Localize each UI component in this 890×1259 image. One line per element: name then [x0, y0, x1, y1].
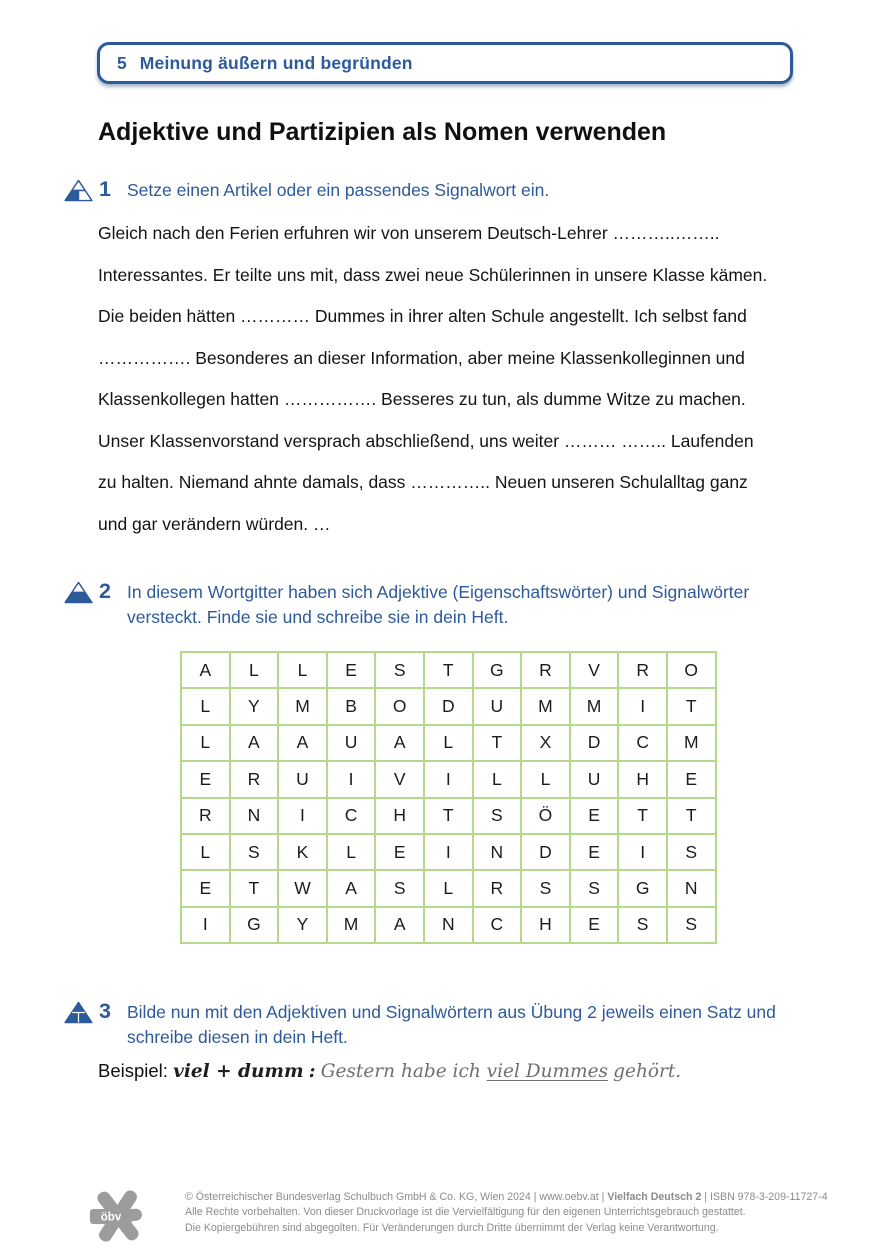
grid-cell: S — [667, 834, 716, 870]
grid-row — [181, 834, 716, 870]
footer-series-title: Vielfach Deutsch 2 — [607, 1191, 702, 1203]
grid-cell: C — [473, 907, 522, 943]
exercise3-header — [64, 1000, 827, 1050]
oebv-logo-icon — [87, 1184, 149, 1248]
grid-cell: M — [667, 725, 716, 761]
grid-cell: A — [278, 725, 327, 761]
footer-imprint — [185, 1190, 828, 1236]
exercise2-number: 2 — [99, 579, 111, 603]
exercise1-instruction: Setze einen Artikel oder ein passendes Signalwort ein. — [127, 180, 550, 200]
grid-cell: D — [521, 834, 570, 870]
grid-cell: G — [230, 907, 279, 943]
word-grid — [180, 651, 717, 944]
grid-cell: G — [618, 870, 667, 906]
grid-cell: T — [473, 725, 522, 761]
exercise3-number: 3 — [99, 999, 111, 1023]
grid-cell: S — [375, 652, 424, 688]
grid-cell: A — [230, 725, 279, 761]
grid-cell: I — [424, 761, 473, 797]
unit-header-box — [97, 42, 793, 84]
grid-cell: D — [424, 688, 473, 724]
grid-row — [181, 798, 716, 834]
grid-cell: N — [667, 870, 716, 906]
grid-cell: W — [278, 870, 327, 906]
grid-cell: V — [375, 761, 424, 797]
grid-cell: Ö — [521, 798, 570, 834]
grid-cell: L — [424, 870, 473, 906]
unit-number: 5 — [117, 52, 127, 73]
grid-cell: L — [473, 761, 522, 797]
difficulty-pyramid-2-icon — [64, 581, 93, 604]
grid-cell: S — [521, 870, 570, 906]
grid-cell: S — [375, 870, 424, 906]
grid-cell: A — [375, 725, 424, 761]
footer-line1-prefix: © Österreichischer Bundesverlag Schulbuch GmbH & Co. KG, Wien 2024 | www.oebv.at | — [185, 1191, 608, 1203]
example-sentence-underlined: viel Dummes — [486, 1061, 609, 1082]
grid-cell: A — [181, 652, 230, 688]
grid-cell: M — [327, 907, 376, 943]
grid-cell: O — [375, 688, 424, 724]
grid-cell: H — [521, 907, 570, 943]
footer-line1 — [185, 1190, 828, 1205]
grid-cell: K — [278, 834, 327, 870]
grid-cell: T — [667, 798, 716, 834]
exercise1-header — [64, 178, 787, 203]
grid-row — [181, 688, 716, 724]
difficulty-pyramid-1-icon — [64, 179, 93, 202]
grid-row — [181, 725, 716, 761]
grid-cell: U — [327, 725, 376, 761]
grid-cell: B — [327, 688, 376, 724]
gapfill-text-line: Klassenkollegen hatten ……………. Besseres zu tun, als dumme Witze zu machen. — [98, 389, 746, 409]
page-title: Adjektive und Partizipien als Nomen verwenden — [98, 118, 667, 146]
grid-cell: S — [618, 907, 667, 943]
grid-cell: T — [424, 798, 473, 834]
grid-row — [181, 652, 716, 688]
grid-cell: R — [521, 652, 570, 688]
grid-row — [181, 907, 716, 943]
example-word-pair: viel + dumm — [173, 1061, 304, 1082]
grid-cell: Y — [230, 688, 279, 724]
grid-cell: Y — [278, 907, 327, 943]
grid-cell: R — [618, 652, 667, 688]
example-label: Beispiel: — [98, 1060, 168, 1081]
gapfill-text-line: und gar verändern würden. … — [98, 513, 331, 534]
grid-cell: L — [424, 725, 473, 761]
exercise1-text — [98, 213, 818, 545]
example-line — [98, 1060, 681, 1082]
gapfill-text-line: ……………. Besonderes an dieser Information, aber meine Klassenkolleginnen und — [98, 347, 745, 368]
grid-cell: T — [667, 688, 716, 724]
grid-cell: L — [521, 761, 570, 797]
grid-cell: O — [667, 652, 716, 688]
grid-cell: H — [375, 798, 424, 834]
example-sentence-prefix: Gestern habe ich — [320, 1061, 487, 1082]
exercise3-instruction: Bilde nun mit den Adjektiven und Signalwörtern aus Übung 2 jeweils einen Satz und schreibe diesen in dein Heft. — [127, 1002, 776, 1047]
grid-cell: M — [278, 688, 327, 724]
grid-cell: U — [570, 761, 619, 797]
example-sentence-suffix: gehört. — [613, 1061, 682, 1082]
grid-cell: I — [327, 761, 376, 797]
grid-cell: E — [570, 907, 619, 943]
footer-line2: Alle Rechte vorbehalten. Von dieser Druckvorlage ist die Vervielfältigung für den eigenen Unterrichtsgebrauch gestattet. — [185, 1206, 746, 1219]
grid-cell: L — [181, 834, 230, 870]
gapfill-text-line: Gleich nach den Ferien erfuhren wir von unserem Deutsch-Lehrer ………..…….. — [98, 223, 720, 243]
gapfill-text-line: Interessantes. Er teilte uns mit, dass zwei neue Schülerinnen in unsere Klasse kämen. — [98, 264, 768, 285]
gapfill-text-line: Die beiden hätten ………… Dummes in ihrer alten Schule angestellt. Ich selbst fand — [98, 306, 747, 326]
grid-cell: L — [230, 652, 279, 688]
grid-cell: L — [278, 652, 327, 688]
grid-cell: I — [424, 834, 473, 870]
grid-cell: D — [570, 725, 619, 761]
oebv-logo-text: öbv — [100, 1211, 122, 1224]
grid-cell: I — [181, 907, 230, 943]
grid-cell: G — [473, 652, 522, 688]
unit-title: Meinung äußern und begründen — [139, 52, 413, 73]
grid-cell: C — [618, 725, 667, 761]
grid-cell: M — [521, 688, 570, 724]
difficulty-pyramid-3-icon — [64, 1001, 93, 1024]
grid-cell: E — [375, 834, 424, 870]
grid-cell: L — [181, 688, 230, 724]
footer-line3: Die Kopiergebühren sind abgegolten. Für Veränderungen durch Dritte übernimmt der Verlag keine Verantwortung. — [185, 1221, 719, 1234]
word-grid-body — [181, 652, 716, 943]
gapfill-text-line: zu halten. Niemand ahnte damals, dass ………….. Neuen unseren Schulalltag ganz — [98, 472, 748, 492]
grid-cell: L — [327, 834, 376, 870]
grid-cell: L — [181, 725, 230, 761]
grid-cell: X — [521, 725, 570, 761]
grid-cell: E — [570, 798, 619, 834]
grid-cell: R — [473, 870, 522, 906]
grid-cell: H — [618, 761, 667, 797]
grid-cell: E — [327, 652, 376, 688]
grid-cell: N — [473, 834, 522, 870]
grid-cell: R — [181, 798, 230, 834]
grid-cell: S — [230, 834, 279, 870]
gapfill-text-line: Unser Klassenvorstand versprach abschließend, uns weiter ……… …….. Laufenden — [98, 430, 754, 451]
example-colon: : — [308, 1061, 316, 1082]
grid-cell: V — [570, 652, 619, 688]
grid-cell: T — [230, 870, 279, 906]
grid-cell: I — [618, 688, 667, 724]
grid-cell: M — [570, 688, 619, 724]
grid-row — [181, 870, 716, 906]
grid-cell: E — [570, 834, 619, 870]
grid-row — [181, 761, 716, 797]
grid-cell: I — [278, 798, 327, 834]
grid-cell: A — [375, 907, 424, 943]
grid-cell: S — [473, 798, 522, 834]
grid-cell: E — [181, 761, 230, 797]
grid-cell: E — [667, 761, 716, 797]
grid-cell: U — [278, 761, 327, 797]
grid-cell: N — [230, 798, 279, 834]
grid-cell: S — [667, 907, 716, 943]
grid-cell: S — [570, 870, 619, 906]
grid-cell: N — [424, 907, 473, 943]
grid-cell: I — [618, 834, 667, 870]
exercise2-header — [64, 580, 782, 630]
grid-cell: U — [473, 688, 522, 724]
grid-cell: A — [327, 870, 376, 906]
grid-cell: E — [181, 870, 230, 906]
grid-cell: T — [424, 652, 473, 688]
grid-cell: T — [618, 798, 667, 834]
grid-cell: R — [230, 761, 279, 797]
grid-cell: C — [327, 798, 376, 834]
exercise1-number: 1 — [99, 177, 111, 201]
exercise2-instruction: In diesem Wortgitter haben sich Adjektive (Eigenschaftswörter) und Signalwörter versteckt. Finde sie und schreibe sie in dein Heft. — [127, 582, 750, 627]
footer-line1-suffix: | ISBN 978-3-209-11727-4 — [701, 1191, 828, 1203]
